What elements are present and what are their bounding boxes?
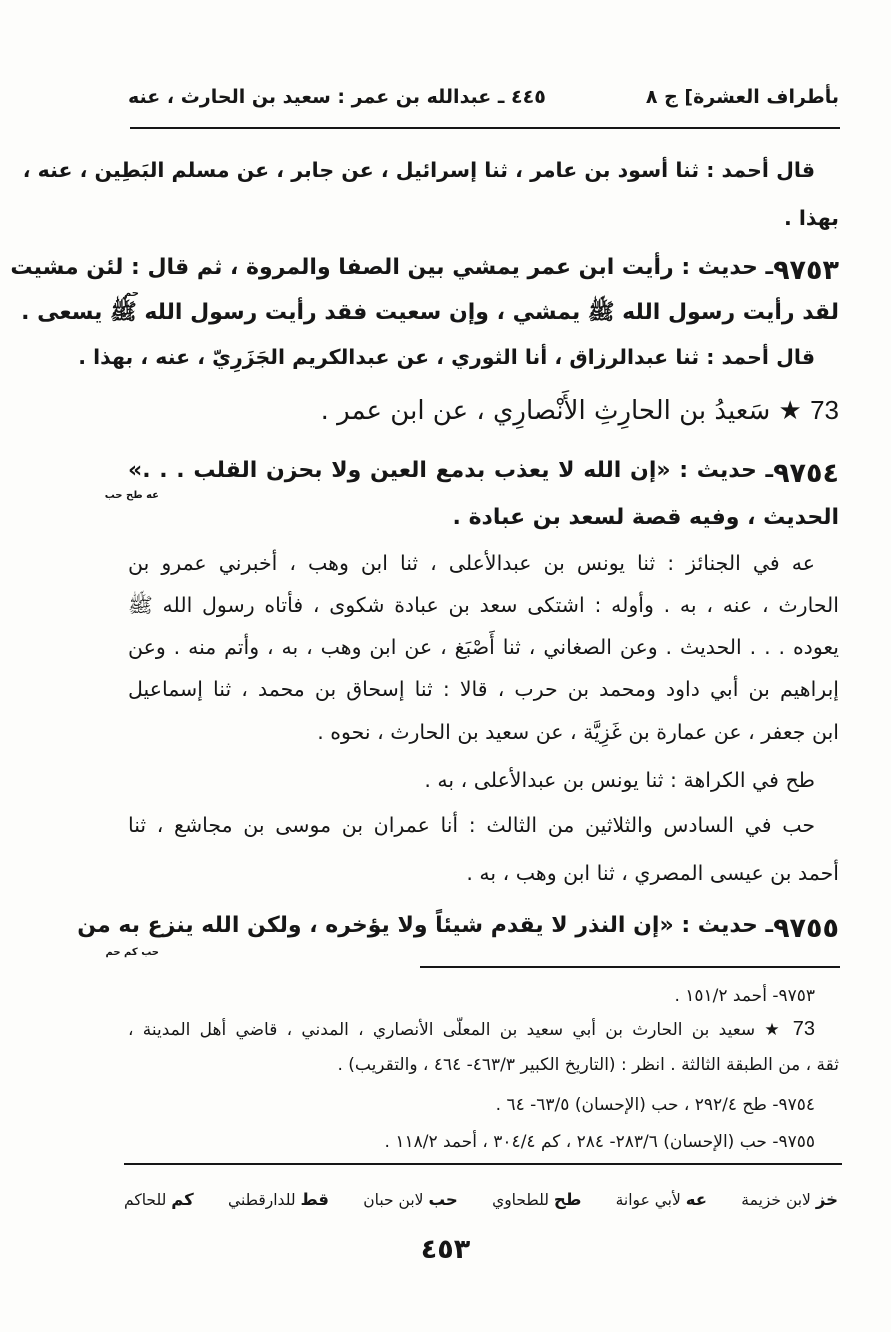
running-header xyxy=(128,86,839,109)
footnote-biography-number: 73 xyxy=(792,1018,816,1040)
abbreviation-rule xyxy=(124,1163,842,1165)
hadith-9753-line-1 xyxy=(10,255,839,287)
abbr-hb: حب لابن حبان xyxy=(363,1190,458,1209)
abbr-khz: خز لابن خزيمة xyxy=(741,1190,838,1209)
abbr-qt: قط للدارقطني xyxy=(228,1190,329,1209)
abbr-km: كم للحاكم xyxy=(124,1190,194,1209)
hadith-9755-line-1 xyxy=(77,913,839,945)
footnote-biography-line-1 xyxy=(128,1017,839,1041)
hadith-9755-sigla: حب كم حم xyxy=(105,947,159,958)
hadith-9753-line-2: لقد رأيت رسول الله ﷺ يمشي ، وإن سعيت فقد رأيت رسول الله ﷺ يسعى . xyxy=(21,300,839,325)
footnote-biography-line-2: ثقة ، من الطبقة الثالثة . انظر : (التاريخ الكبير ٤٦٣/٣- ٤٦٤ ، والتقريب) . xyxy=(337,1055,839,1075)
footnote-rule xyxy=(420,966,840,968)
hadith-number-9753: ٩٧٥٣ xyxy=(773,255,839,286)
header-rule xyxy=(130,127,840,129)
chain-line-2: بهذا . xyxy=(783,206,839,230)
biography-title: ★ سَعيدُ بن الحارِثِ الأَنْصارِي ، عن ابن عمر . xyxy=(320,396,802,426)
chain-line-1: قال أحمد : ثنا أسود بن عامر ، ثنا إسرائيل ، عن جابر ، عن مسلم البَطِين ، عنه ، xyxy=(22,158,815,182)
commentary-line-7: حب في السادس والثلاثين من الثالث : أنا عمران بن موسى بن مجاشع ، ثنا xyxy=(128,813,815,837)
hadith-9755-text-1: ـ حديث : «إن النذر لا يقدم شيئاً ولا يؤخره ، ولكن الله ينزع به من xyxy=(77,913,774,938)
commentary-line-8: أحمد بن عيسى المصري ، ثنا ابن وهب ، به . xyxy=(466,861,839,885)
abbr-ah: عه لأبي عوانة xyxy=(615,1190,708,1209)
hadith-9754-line-2: الحديث ، وفيه قصة لسعد بن عبادة . xyxy=(452,505,839,530)
page-number: ٤٥٣ xyxy=(420,1234,471,1265)
hadith-number-9755: ٩٧٥٥ xyxy=(773,913,839,944)
footnote-9753: ٩٧٥٣- أحمد ١٥١/٢ . xyxy=(674,986,815,1006)
commentary-line-4: إبراهيم بن أبي داود ومحمد بن حرب ، قالا : ثنا إسحاق بن محمد ، ثنا إسماعيل xyxy=(128,677,839,701)
hadith-9754-line-1 xyxy=(128,458,839,490)
commentary-line-6: طح في الكراهة : ثنا يونس بن عبدالأعلى ، به . xyxy=(424,768,815,792)
biography-heading xyxy=(128,395,839,427)
biography-number: 73 xyxy=(810,395,839,425)
hadith-9754-text-1: ـ حديث : «إن الله لا يعذب بدمع العين ولا بحزن القلب . . .» xyxy=(128,458,774,483)
commentary-line-3: يعوده . . . الحديث . وعن الصغاني ، ثنا أَصْبَغ ، عن ابن وهب ، به ، وأتم منه . وعن xyxy=(128,635,839,659)
footnote-biography-text: ★ سعيد بن الحارث بن أبي سعيد بن المعلّى الأنصاري ، المدني ، قاضي أهل المدينة ، xyxy=(128,1020,784,1040)
header-section: ٤٤٥ ـ عبدالله بن عمر : سعيد بن الحارث ، عنه xyxy=(128,86,546,108)
chain-line-5: قال أحمد : ثنا عبدالرزاق ، أنا الثوري ، عن عبدالكريم الجَزَرِيّ ، عنه ، بهذا . xyxy=(78,345,815,369)
abbreviation-key xyxy=(124,1190,838,1210)
commentary-line-2: الحارث ، عنه ، به . وأوله : اشتكى سعد بن عبادة شكوى ، فأتاه رسول الله ﷺ xyxy=(128,593,839,617)
commentary-line-5: ابن جعفر ، عن عمارة بن غَزِيَّة ، عن سعيد بن الحارث ، نحوه . xyxy=(317,720,839,744)
abbr-th: طح للطحاوي xyxy=(492,1190,582,1209)
hadith-number-9754: ٩٧٥٤ xyxy=(773,458,839,489)
hadith-9754-sigla: عه طح حب xyxy=(104,490,159,501)
footnote-9755: ٩٧٥٥- حب (الإحسان) ٢٨٣/٦- ٢٨٤ ، كم ٣٠٤/٤ ، أحمد ١١٨/٢ . xyxy=(384,1132,815,1152)
footnote-9754: ٩٧٥٤- طح ٢٩٢/٤ ، حب (الإحسان) ٦٣/٥- ٦٤ . xyxy=(495,1095,815,1115)
hadith-9753-sigla: حم xyxy=(123,288,139,299)
commentary-line-1: عه في الجنائز : ثنا يونس بن عبدالأعلى ، ثنا ابن وهب ، أخبرني عمرو بن xyxy=(128,551,815,575)
hadith-9753-text-1: ـ حديث : رأيت ابن عمر يمشي بين الصفا والمروة ، ثم قال : لئن مشيت xyxy=(10,255,774,280)
header-book-volume: بأطراف العشرة] ج ٨ xyxy=(645,86,839,108)
